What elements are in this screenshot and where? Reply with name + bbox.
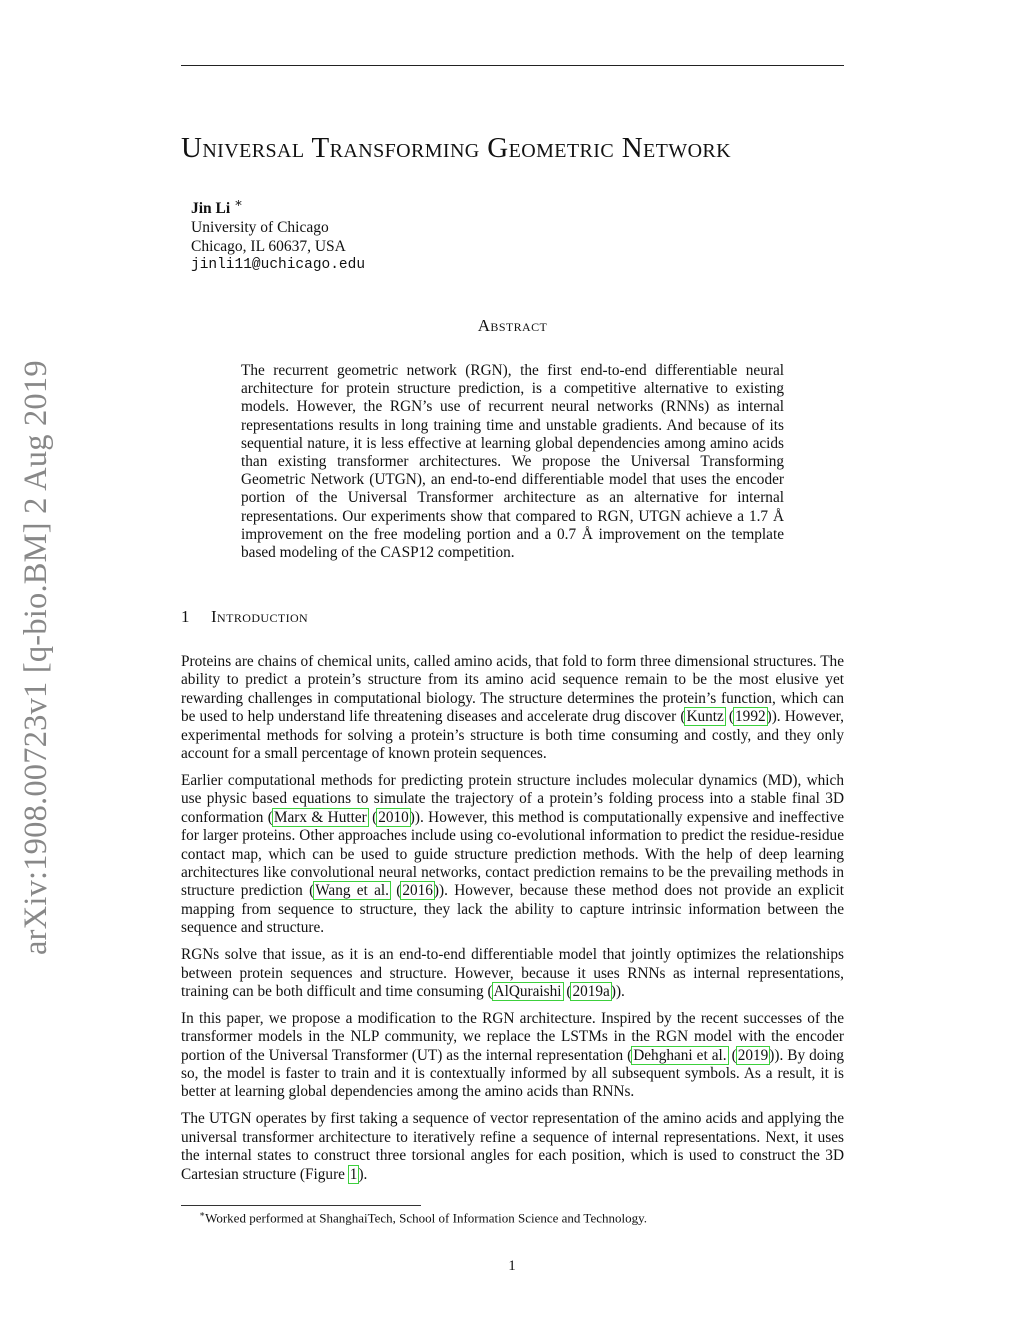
paper-title: Universal Transforming Geometric Network [181, 132, 731, 164]
paragraph-text: )). However, experimental methods for solving a protein’s structure is both time consuming and costly, and they only account for a small percentage of known protein sequences. [181, 708, 844, 763]
author-block [191, 193, 365, 275]
paragraph-text: The UTGN operates by first taking a sequence of vector representation of the amino acids and applying the universal transformer architecture to iteratively refine a sequence of internal representations. Next, it uses the internal states to construct three torsional angles for each position, which is used to construct the 3D Cartesian structure (Figure [181, 1110, 844, 1183]
author-name-line [191, 193, 365, 218]
paragraph-text: )). By doing so, the model is faster to train and it is contextually informed by all subsequent symbols. As a result, it is better at learning global dependencies among the amino acids than RNNs. [181, 1046, 845, 1101]
paragraph-text: Earlier computational methods for predicting protein structure includes molecular dynamics (MD), which use physic based equations to simulate the trajectory of a protein’s folding process into a stable final 3D conformation ( [181, 771, 844, 826]
abstract-heading: Abstract [477, 316, 548, 335]
footnote [199, 1209, 647, 1226]
paragraph-5 [181, 1110, 844, 1184]
paragraph-text: )). However, because these method does not provide an explicit mapping from sequence to structure, they lack the ability to capture intrinsic information between the sequence and structure. [181, 882, 844, 937]
arxiv-identifier: arXiv:1908.00723v1 [q-bio.BM] 2 Aug 2019 [18, 360, 54, 955]
citation-link[interactable]: Dehghani et al. [633, 1046, 727, 1064]
footnote-text: Worked performed at ShanghaiTech, School of Information Science and Technology. [205, 1210, 648, 1226]
figure-reference-link[interactable]: 1 [349, 1165, 358, 1183]
paragraph-text: ( [724, 708, 735, 726]
author-affiliation: University of Chicago [191, 219, 329, 237]
citation-year-link[interactable]: 2010 [378, 808, 409, 826]
paragraph-4 [181, 1010, 844, 1102]
citation-year-link[interactable]: 1992 [735, 708, 766, 726]
section-number: 1 [181, 607, 190, 626]
section-heading [181, 607, 308, 627]
section-title: Introduction [211, 607, 309, 626]
paragraph-text: ( [389, 882, 402, 900]
citation-link[interactable]: Marx & Hutter [273, 808, 367, 826]
citation-year-link[interactable]: 2019a [572, 982, 610, 1000]
paragraph-text: )). [610, 982, 625, 1000]
author-name: Jin Li [191, 200, 231, 218]
abstract-text: The recurrent geometric network (RGN), the first end-to-end differentiable neural architecture for protein structure prediction, is a competitive alternative to existing models. However, the RGN’s use of recurrent neural networks (RNNs) as internal representations results in long training time and unstable gradients. And because of its sequential nature, it is less effective at learning global dependencies among amino acids than existing transformer architectures. We propose the Universal Transforming Geometric Network (UTGN), an end-to-end differentiable model that uses the encoder portion of the Universal Transformer architecture as an alternative for internal representations. Our experiments show that compared to RGN, UTGN achieve a 1.7 Å improvement on the free modeling portion and a 0.7 Å improvement on the template based modeling of the CASP12 competition. [241, 362, 784, 562]
paragraph-text: )). However, this method is computationally expensive and ineffective for larger proteins. Other approaches include using co-evolutional information to predict the residue-residue contact map, which can be used to guide structure prediction methods. With the help of deep learning architectures like convolutional neural networks, contact prediction remains to be the prevailing methods in structure prediction ( [181, 808, 845, 900]
author-address: Chicago, IL 60637, USA [191, 238, 346, 256]
paragraph-text: In this paper, we propose a modification to the RGN architecture. Inspired by the recent successes of the transformer models in the NLP community, we replace the LSTMs in the RGN model with the encoder portion of the Universal Transformer (UT) as the internal representation ( [181, 1009, 844, 1064]
page-number: 1 [508, 1258, 516, 1274]
citation-link[interactable]: AlQuraishi [493, 982, 562, 1000]
paragraph-text: Proteins are chains of chemical units, called amino acids, that fold to form three dimensional structures. The ability to predict a protein’s structure from its amino acid sequence remain to be the most elusive yet rewarding challenges in computational biology. The structure determines the protein’s function, which can be used to help understand life threatening diseases and accelerate drug discover ( [181, 653, 844, 726]
citation-year-link[interactable]: 2016 [402, 882, 433, 900]
citation-year-link[interactable]: 2019 [737, 1046, 769, 1064]
citation-link[interactable]: Wang et al. [315, 882, 389, 900]
paragraph-text: RGNs solve that issue, as it is an end-to-end differentiable model that jointly optimizes the relationships between protein sequences and structure. However, because it uses RNNs as internal representations, training can be both difficult and time consuming ( [181, 946, 844, 1000]
paragraph-text: ( [562, 982, 572, 1000]
footnote-mark: ∗ [199, 1209, 206, 1219]
header-rule [181, 65, 844, 66]
introduction-body [181, 653, 844, 1192]
author-footnote-mark: ∗ [234, 195, 243, 210]
footnote-rule [181, 1205, 421, 1206]
paragraph-2 [181, 772, 844, 938]
paragraph-text: ( [727, 1046, 737, 1064]
paragraph-3 [181, 946, 844, 1001]
paragraph-text: ( [367, 808, 378, 826]
author-email: jinli11@uchicago.edu [191, 257, 366, 274]
paragraph-1 [181, 653, 844, 763]
paragraph-text: ). [358, 1165, 368, 1183]
citation-link[interactable]: Kuntz [686, 708, 724, 726]
